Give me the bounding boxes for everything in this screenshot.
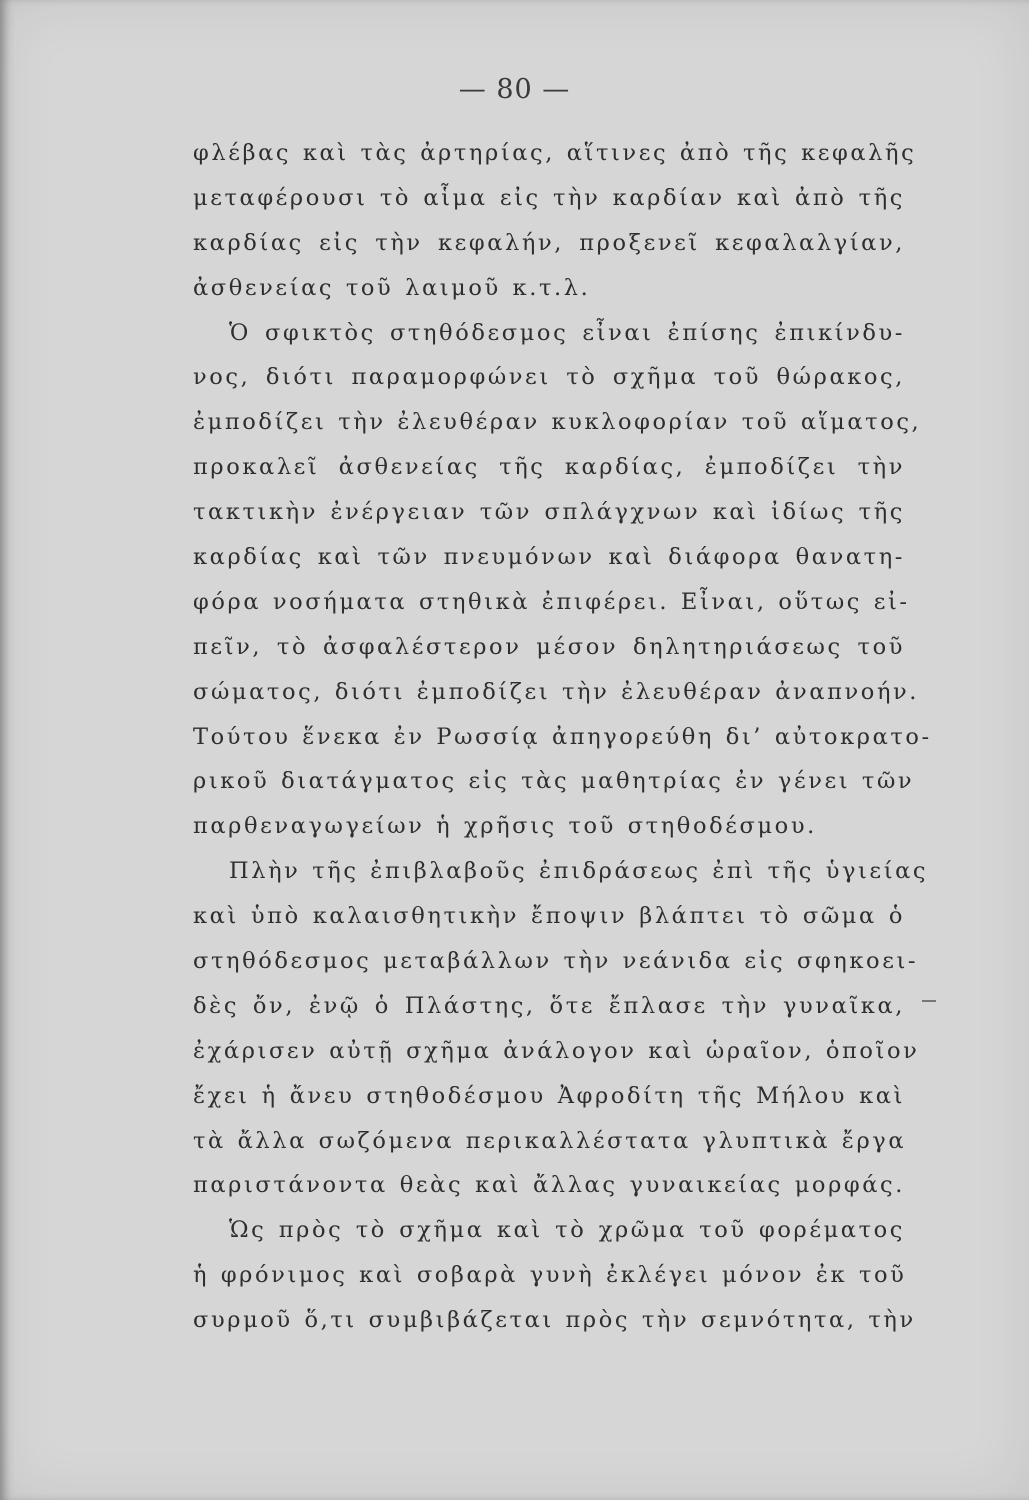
- text-line: τακτικὴν ἐνέργειαν τῶν σπλάγχνων καὶ ἰδίως τῆς: [193, 499, 905, 526]
- text-line: στηθόδεσμος μεταβάλλων τὴν νεάνιδα εἰς σφηκοει-: [193, 948, 919, 975]
- text-line: ἀσθενείας τοῦ λαιμοῦ κ.τ.λ.: [193, 274, 591, 301]
- text-line: παρθεναγωγείων ἡ χρῆσις τοῦ στηθοδέσμου.: [193, 813, 817, 840]
- text-line: ρικοῦ διατάγματος εἰς τὰς μαθητρίας ἐν γένει τῶν: [193, 768, 915, 795]
- text-line: Πλὴν τῆς ἐπιβλαβοῦς ἐπιδράσεως ἐπὶ τῆς ὑγιείας: [229, 858, 929, 885]
- text-line: προκαλεῖ ἀσθενείας τῆς καρδίας, ἐμποδίζει τὴν: [193, 454, 905, 481]
- text-line: φόρα νοσήματα στηθικὰ ἐπιφέρει. Εἶναι, οὕτως εἰ-: [193, 588, 910, 615]
- text-line: νος, διότι παραμορφώνει τὸ σχῆμα τοῦ θώρακος,: [193, 364, 905, 391]
- text-line: σώματος, διότι ἐμποδίζει τὴν ἐλευθέραν ἀναπνοήν.: [193, 678, 920, 705]
- text-line: δὲς ὄν, ἐνῷ ὁ Πλάστης, ὅτε ἔπλασε τὴν γυναῖκα,: [193, 992, 905, 1019]
- text-line: Ὁ σφικτὸς στηθόδεσμος εἶναι ἐπίσης ἐπικίνδυ-: [229, 319, 905, 346]
- text-line: παριστάνοντα θεὰς καὶ ἄλλας γυναικείας μορφάς.: [193, 1172, 905, 1199]
- text-line: Ὡς πρὸς τὸ σχῆμα καὶ τὸ χρῶμα τοῦ φορέματος: [229, 1217, 905, 1244]
- body-text: [193, 131, 932, 1343]
- text-line: καρδίας εἰς τὴν κεφαλήν, προξενεῖ κεφαλαλγίαν,: [193, 229, 905, 256]
- text-line: Τούτου ἕνεκα ἐν Ρωσσίᾳ ἀπηγορεύθη δι’ αὐτοκρατο-: [193, 723, 932, 750]
- page-number: — 80 —: [458, 74, 571, 105]
- text-line: φλέβας καὶ τὰς ἀρτηρίας, αἵτινες ἀπὸ τῆς κεφαλῆς: [193, 140, 917, 166]
- text-line: ἐμποδίζει τὴν ἐλευθέραν κυκλοφορίαν τοῦ αἵματος,: [193, 409, 922, 436]
- text-line: πεῖν, τὸ ἀσφαλέστερον μέσον δηλητηριάσεως τοῦ: [193, 633, 905, 660]
- text-line: καὶ ὑπὸ καλαισθητικὴν ἔποψιν βλάπτει τὸ σῶμα ὁ: [193, 903, 905, 930]
- text-line: καρδίας καὶ τῶν πνευμόνων καὶ διάφορα θανατη-: [193, 544, 905, 571]
- text-line: ἔχει ἡ ἄνευ στηθοδέσμου Ἀφροδίτη τῆς Μήλου καὶ: [193, 1082, 905, 1109]
- margin-mark: [922, 1000, 936, 1002]
- text-line: τὰ ἄλλα σωζόμενα περικαλλέστατα γλυπτικὰ ἔργα: [193, 1127, 907, 1154]
- text-line: ἡ φρόνιμος καὶ σοβαρὰ γυνὴ ἐκλέγει μόνον ἐκ τοῦ: [193, 1262, 907, 1289]
- text-line: ἐχάρισεν αὐτῇ σχῆμα ἀνάλογον καὶ ὡραῖον, ὁποῖον: [193, 1037, 920, 1064]
- text-line: συρμοῦ ὅ,τι συμβιβάζεται πρὸς τὴν σεμνότητα, τὴν: [193, 1307, 916, 1334]
- text-line: μεταφέρουσι τὸ αἷμα εἰς τὴν καρδίαν καὶ ἀπὸ τῆς: [193, 184, 905, 211]
